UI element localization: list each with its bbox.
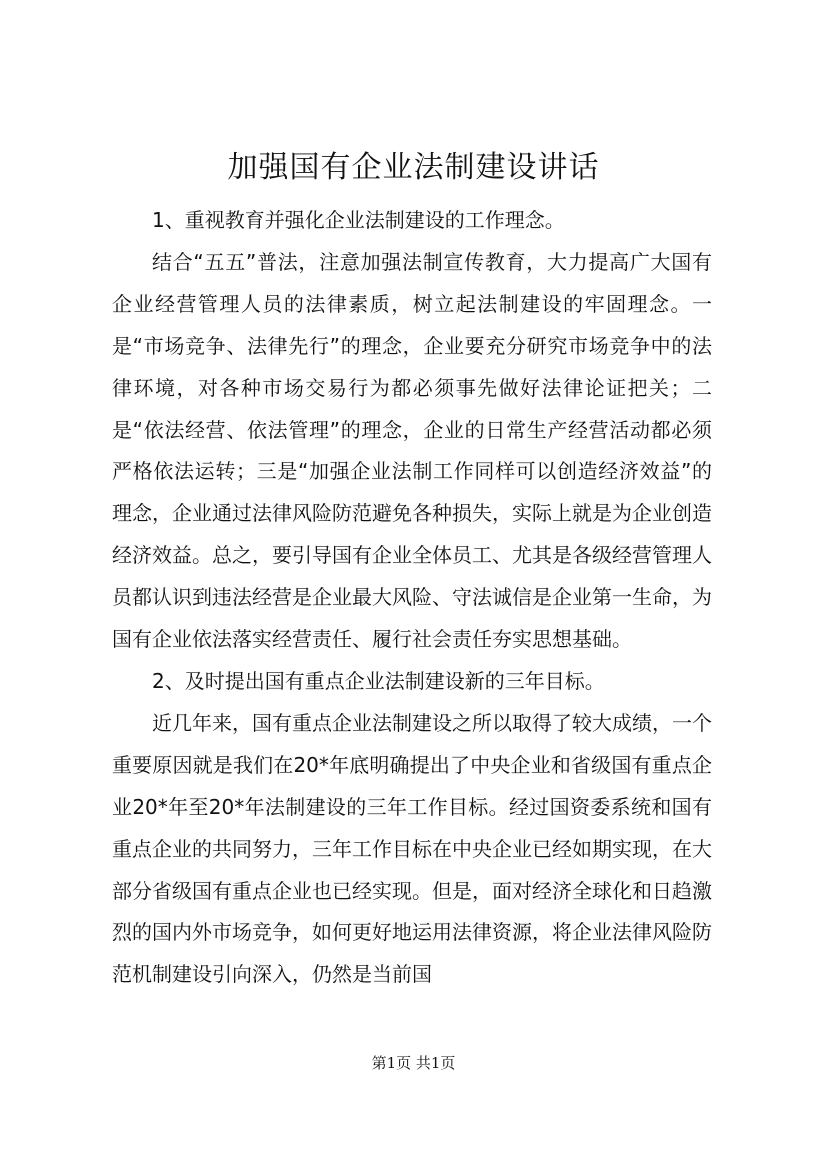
section-heading-1: 1、重视教育并强化企业法制建设的工作理念。 xyxy=(152,208,565,232)
document-title: 加强国有企业法制建设讲话 xyxy=(227,150,600,185)
body-paragraph-1: 结合“五五”普法，注意加强法制宣传教育，大力提高广大国有企业经营管理人员的法律素质，树立起法制建设的牢固理念。一是“市场竞争、法律先行”的理念，企业要充分研究市场竞争中的法律环境，对各种市场交易行为都必须事先做好法律论证把关；二是“依法经营、依法管理”的理念，企业的日常生产经营活动都必须严格依法运转；三是“加强企业法制工作同样可以创造经济效益”的理念，企业通过法律风险防范避免各种损失，实际上就是为企业创造经济效益。总之，要引导国有企业全体员工、尤其是各级经营管理人员都认识到违法经营是企业最大风险、守法诚信是企业第一生命，为国有企业依法落实经营责任、履行社会责任夯实思想基础。 xyxy=(112,249,712,652)
page-number-footer: 第1页 共1页 xyxy=(371,1054,456,1072)
document-body xyxy=(112,200,712,996)
body-paragraph-2: 近几年来，国有重点企业法制建设之所以取得了较大成绩，一个重要原因就是我们在20*年底明确提出了中央企业和省级国有重点企业20*年至20*年法制建设的三年工作目标。经过国资委系统和国有重点企业的共同努力，三年工作目标在中央企业已经如期实现，在大部分省级国有重点企业也已经实现。但是，面对经济全球化和日趋激烈的国内外市场竞争，如何更好地运用法律资源，将企业法律风险防范机制建设引向深入，仍然是当前国 xyxy=(112,710,712,987)
section-heading-2: 2、及时提出国有重点企业法制建设新的三年目标。 xyxy=(152,668,605,693)
